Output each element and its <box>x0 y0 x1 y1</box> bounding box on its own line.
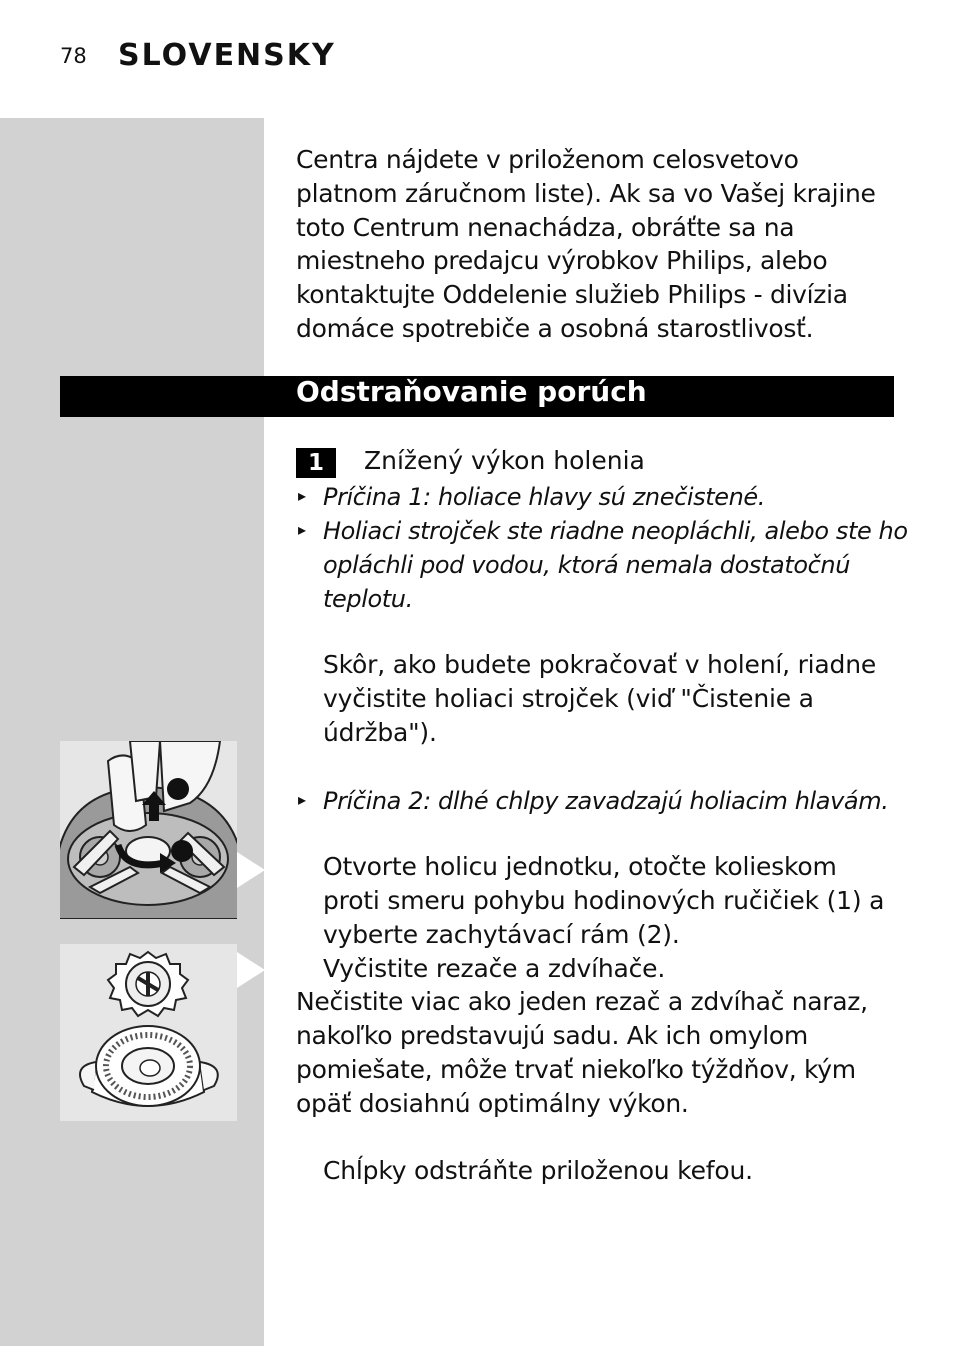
note-line: opäť dosiahnú optimálny výkon. <box>296 1089 689 1118</box>
cause-1-detail-line: Holiaci strojček ste riadne neopláchli, alebo ste ho <box>323 517 908 545</box>
intro-line: miestneho predajcu výrobkov Philips, alebo <box>296 246 828 275</box>
intro-line: kontaktujte Oddelenie služieb Philips - divízia <box>296 280 848 309</box>
note-line: nakoľko predstavujú sadu. Ak ich omylom <box>296 1021 808 1050</box>
advice-1-line: Skôr, ako budete pokračovať v holení, riadne <box>323 650 877 679</box>
note-line: Nečistite viac ako jeden rezač a zdvíhač naraz, <box>296 987 868 1016</box>
intro-line: platnom záručnom liste). Ak sa vo Vašej krajine <box>296 179 876 208</box>
cutter-guard-illustration <box>60 944 237 1121</box>
callout-pointer <box>237 852 265 888</box>
final-instruction: Chĺpky odstráňte priloženou kefou. <box>323 1156 753 1185</box>
cause-2-text: Príčina 2: dlhé chlpy zavadzajú holiacim hlavám. <box>323 787 889 815</box>
intro-line: Centra nájdete v priloženom celosvetovo <box>296 145 799 174</box>
cause-1-detail-line: teplotu. <box>323 585 413 613</box>
bullet-icon: ▸ <box>298 790 307 809</box>
language-header: SLOVENSKY <box>118 38 336 73</box>
callout-pointer <box>237 952 265 988</box>
advice-1-line: údržba"). <box>323 718 437 747</box>
advice-2-line: vyberte zachytávací rám (2). <box>323 920 680 949</box>
intro-line: toto Centrum nenachádza, obráťte sa na <box>296 213 795 242</box>
bullet-icon: ▸ <box>298 520 307 539</box>
intro-line: domáce spotrebiče a osobná starostlivosť. <box>296 314 814 343</box>
sidebar-band <box>0 118 264 1346</box>
item-number-badge: 1 <box>296 448 336 478</box>
bullet-icon: ▸ <box>298 486 307 505</box>
item-title: Znížený výkon holenia <box>364 446 645 475</box>
note-line: pomiešate, môže trvať niekoľko týždňov, kým <box>296 1055 856 1084</box>
advice-2-line: Vyčistite rezače a zdvíhače. <box>323 954 666 983</box>
advice-2-line: proti smeru pohybu hodinových ručičiek (1) a <box>323 886 885 915</box>
page-number: 78 <box>60 44 87 68</box>
cause-1-text: Príčina 1: holiace hlavy sú znečistené. <box>323 483 766 511</box>
advice-2-line: Otvorte holicu jednotku, otočte kolieskom <box>323 852 837 881</box>
section-heading: Odstraňovanie porúch <box>296 375 647 408</box>
advice-1-line: vyčistite holiaci strojček (viď "Čistenie a <box>323 684 814 713</box>
shaver-head-open-illustration <box>60 741 237 919</box>
cause-1-detail-line: opláchli pod vodou, ktorá nemala dostatočnú <box>323 551 851 579</box>
